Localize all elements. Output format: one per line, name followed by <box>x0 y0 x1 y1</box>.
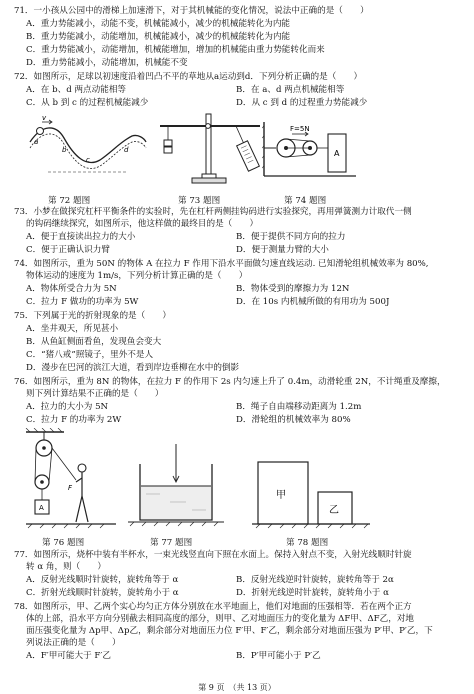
q75-option-a: A．坐井观天，所见甚小 <box>26 324 119 334</box>
figure-74 <box>262 112 358 184</box>
q77-option-c: C．折射光线顺时针旋转，旋转角小于 α <box>26 588 179 598</box>
q72-option-a: A．在 b、d 两点动能相等 <box>26 85 127 95</box>
q71-stem: 71．一小孩从公园中的滑梯上加速滑下，对于其机械能的变化情况，说法中正确的是（ ） <box>14 6 369 16</box>
label-block-a-76: A <box>39 504 44 512</box>
figure-73 <box>156 110 264 186</box>
q76-option-b: B．绳子自由端移动距离为 1.2m <box>236 402 362 412</box>
label-c: c <box>86 156 90 164</box>
label-force-74: F=5N <box>290 125 310 133</box>
q74-stem-line2: 物体运动的速度为 1m/s，下列分析计算正确的是（ ） <box>26 271 248 281</box>
q71-option-c: C．重力势能减小，动能增加，机械能增加，增加的机械能由重力势能转化而来 <box>26 45 325 55</box>
q72-stem: 72．如图所示，足球以初速度沿着凹凸不平的草地从a运动到d．下列分析正确的是（ ） <box>14 72 363 82</box>
q76-option-d: D．滑轮组的机械效率为 80% <box>236 415 351 425</box>
q76-stem-line2: 则下列计算结果不正确的是（ ） <box>26 389 164 399</box>
q76-option-a: A．拉力的大小为 5N <box>26 402 109 412</box>
q71-option-b: B．重力势能减小，动能增加，机械能减小，减少的机械能转化为内能 <box>26 32 291 42</box>
label-d: d <box>124 146 129 154</box>
q74-option-c: C．拉力 F 做功的功率为 5W <box>26 297 139 307</box>
caption-76: 第 76 题图 <box>42 538 85 548</box>
figure-78 <box>252 452 376 534</box>
q73-option-a: A．便于直接读出拉力的大小 <box>26 232 136 242</box>
q75-stem: 75．下列属于光的折射现象的是（ ） <box>14 311 172 321</box>
q78-stem-line1: 78．如图所示，甲、乙两个实心均匀正方体分别放在水平地面上，他们对地面的压强相等．若在两个正方 <box>14 602 412 612</box>
q71-option-d: D．重力势能减小，动能增加，机械能不变 <box>26 58 188 68</box>
figure-77 <box>124 442 228 532</box>
q74-option-a: A．物体所受合力为 5N <box>26 284 117 294</box>
figure-76 <box>24 428 120 532</box>
label-jia: 甲 <box>276 490 286 501</box>
q73-option-d: D．便于测量力臂的大小 <box>236 245 329 255</box>
label-a: a <box>34 138 39 146</box>
q72-option-d: D．从 c 到 d 的过程重力势能减少 <box>236 98 368 108</box>
q74-option-d: D．在 10s 内机械所做的有用功为 500J <box>236 297 390 307</box>
label-f-76: F <box>68 484 73 492</box>
caption-77: 第 77 题图 <box>150 538 193 548</box>
q77-option-d: D．折射光线逆时针旋转，旋转角小于 α <box>236 588 389 598</box>
caption-72: 第 72 题图 <box>48 196 91 206</box>
q74-stem-line1: 74．如图所示，重为 50N 的物体 A 在拉力 F 作用下沿水平面做匀速直线运动. 已知滑轮组机械效率为 80%, <box>14 259 429 269</box>
q78-option-b: B．P′甲可能小于 P′乙 <box>236 651 321 661</box>
figure-72 <box>28 112 148 184</box>
q78-stem-line4: 列说法正确的是（ ） <box>26 638 121 648</box>
q74-option-b: B．物体受到的摩擦力为 12N <box>236 284 350 294</box>
label-block-a: A <box>334 149 340 158</box>
q77-option-b: B．反射光线逆时针旋转，旋转角等于 2α <box>236 575 394 585</box>
q73-option-c: C．便于正确认识力臂 <box>26 245 110 255</box>
q75-option-d: D．漫步在巴河的滨江大道，看到岸边垂柳在水中的倒影 <box>26 363 240 373</box>
q75-option-b: B．从鱼缸侧面看鱼，发现鱼会变大 <box>26 337 162 347</box>
label-yi: 乙 <box>329 505 339 516</box>
q78-option-a: A．F′甲可能大于 F′乙 <box>26 651 111 661</box>
q78-stem-line2: 体的上部，沿水平方向分别截去相同高度的部分，则甲、乙对地面压力的变化量为 ΔF甲、ΔF乙，对地 <box>26 614 415 624</box>
caption-73: 第 73 题图 <box>178 196 221 206</box>
q72-option-b: B．在 a、d 两点机械能相等 <box>236 85 345 95</box>
q76-option-c: C．拉力 F 的功率为 2W <box>26 415 122 425</box>
q75-option-c: C．“猪八戒”照镜子，里外不是人 <box>26 350 154 360</box>
label-b: b <box>62 146 67 154</box>
q73-stem-line2: 的钩码继续探究，如图所示，他这样做的最终目的是（ ） <box>26 219 259 229</box>
caption-78: 第 78 题图 <box>286 538 329 548</box>
q76-stem-line1: 76．如图所示，重为 8N 的物体，在拉力 F 的作用下 2s 内匀速上升了 0.4m，动滑轮重 2N，不计绳重及摩擦， <box>14 377 446 387</box>
page-footer: 第 9 页 （共 13 页） <box>198 683 276 692</box>
caption-74: 第 74 题图 <box>284 196 327 206</box>
q77-stem-line1: 77．如图所示，烧杯中装有半杯水，一束光线竖直向下照在水面上。保持入射点不变，入射光线顺时针旋 <box>14 550 412 560</box>
q78-stem-line3: 面压强变化量为 Δp甲、Δp乙，剩余部分对地面压力位 F′甲、F′乙，剩余部分对地面压强为 P′甲、P′乙，下 <box>26 626 433 636</box>
label-v: v <box>42 114 47 122</box>
q77-stem-line2: 转 α 角，则（ ） <box>26 562 107 572</box>
q71-option-a: A．重力势能减小，动能不变，机械能减小，减少的机械能转化为内能 <box>26 19 291 29</box>
q77-option-a: A．反射光线顺时针旋转，旋转角等于 α <box>26 575 179 585</box>
q72-option-c: C．从 b 到 c 的过程机械能减少 <box>26 98 149 108</box>
q73-stem-line1: 73．小梦在做探究杠杆平衡条件的实验时，先在杠杆两侧挂钩码进行实验探究，再用弹簧测力计取代一侧 <box>14 207 412 217</box>
q73-option-b: B．便于提供不同方向的拉力 <box>236 232 346 242</box>
